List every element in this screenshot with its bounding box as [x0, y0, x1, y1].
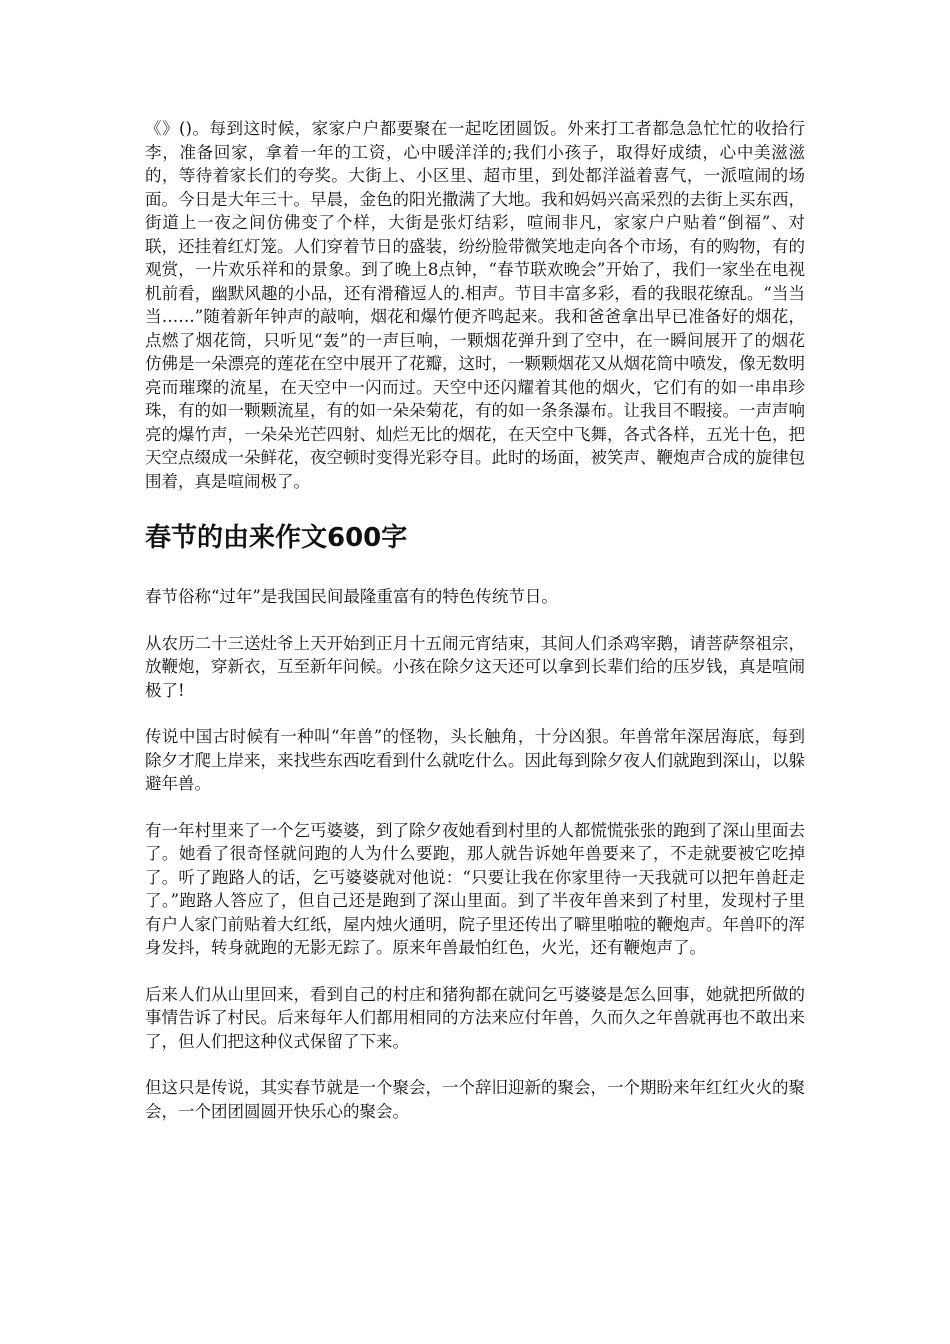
- intro-paragraph: 《》()。每到这时候，家家户户都要聚在一起吃团圆饭。外来打工者都急急忙忙的收拾行李，准备回家，拿着一年的工资，心中暖洋洋的;我们小孩子，取得好成绩，心中美滋滋的，等待着家长们的夸奖。大街上、小区里、超市里，到处都洋溢着喜气，一派喧闹的场面。今日是大年三十。早晨，金色的阳光撒满了大地。我和妈妈兴高采烈的去街上买东西，街道上一夜之间仿佛变了个样，大街是张灯结彩，喧闹非凡，家家户户贴着“倒福”、对联，还挂着红灯笼。人们穿着节日的盛装，纷纷脸带微笑地走向各个市场，有的购物，有的观赏，一片欢乐祥和的景象。到了晚上8点钟，“春节联欢晚会”开始了，我们一家坐在电视机前看，幽默风趣的小品，还有滑稽逗人的.相声。节目丰富多彩，看的我眼花缭乱。“当当当……”随着新年钟声的敲响，烟花和爆竹便齐鸣起来。我和爸爸拿出早已准备好的烟花，点燃了烟花筒，只听见“轰”的一声巨响，一颗烟花弹升到了空中，在一瞬间展开了的烟花仿佛是一朵漂亮的莲花在空中展开了花瓣，这时，一颗颗烟花又从烟花筒中喷发，像无数明亮而璀璨的流星，在天空中一闪而过。天空中还闪耀着其他的烟火，它们有的如一串串珍珠，有的如一颗颗流星，有的如一朵朵菊花，有的如一条条瀑布。让我目不暇接。一声声响亮的爆竹声，一朵朵光芒四射、灿烂无比的烟花，在天空中飞舞，各式各样，五光十色，把天空点缀成一朵鲜花，夜空顿时变得光彩夺目。此时的场面，被笑声、鞭炮声合成的旋律包围着，真是喧闹极了。: [145, 119, 805, 491]
- section-title: 春节的由来作文600字: [145, 523, 408, 553]
- paragraph-4: 有一年村里来了一个乞丐婆婆，到了除夕夜她看到村里的人都慌慌张张的跑到了深山里面去了。她看了很奇怪就问跑的人为什么要跑，那人就告诉她年兽要来了，不走就要被它吃掉了。听了跑路人的话，乞丐婆婆就对他说：“只要让我在你家里待一天我就可以把年兽赶走了。”跑路人答应了，但自己还是跑到了深山里面。到了半夜年兽来到了村里，发现村子里有户人家门前贴着大红纸，屋内烛火通明，院子里还传出了噼里啪啦的鞭炮声。年兽吓的浑身发抖，转身就跑的无影无踪了。原来年兽最怕红色，火光，还有鞭炮声了。: [145, 820, 805, 957]
- paragraph-3: 传说中国古时候有一种叫“年兽”的怪物，头长触角，十分凶狠。年兽常年深居海底，每到除夕才爬上岸来，来找些东西吃看到什么就吃什么。因此每到除夕夜人们就跑到深山，以躲避年兽。: [145, 727, 805, 793]
- paragraph-2: 从农历二十三送灶爷上天开始到正月十五闹元宵结束，其间人们杀鸡宰鹅，请菩萨祭祖宗，放鞭炮，穿新衣，互至新年问候。小孩在除夕这天还可以拿到长辈们给的压岁钱，真是喧闹极了!: [145, 633, 805, 700]
- paragraph-5: 后来人们从山里回来，看到自己的村庄和猪狗都在就问乞丐婆婆是怎么回事，她就把所做的事情告诉了村民。后来每年人们都用相同的方法来应付年兽，久而久之年兽就再也不敢出来了，但人们把这种仪式保留了下来。: [145, 984, 805, 1051]
- paragraph-1: 春节俗称“过年”是我国民间最隆重富有的特色传统节日。: [145, 587, 558, 606]
- paragraph-6: 但这只是传说，其实春节就是一个聚会，一个辞旧迎新的聚会，一个期盼来年红红火火的聚会，一个团团圆圆开快乐心的聚会。: [145, 1078, 805, 1121]
- document-page: [145, 117, 805, 1146]
